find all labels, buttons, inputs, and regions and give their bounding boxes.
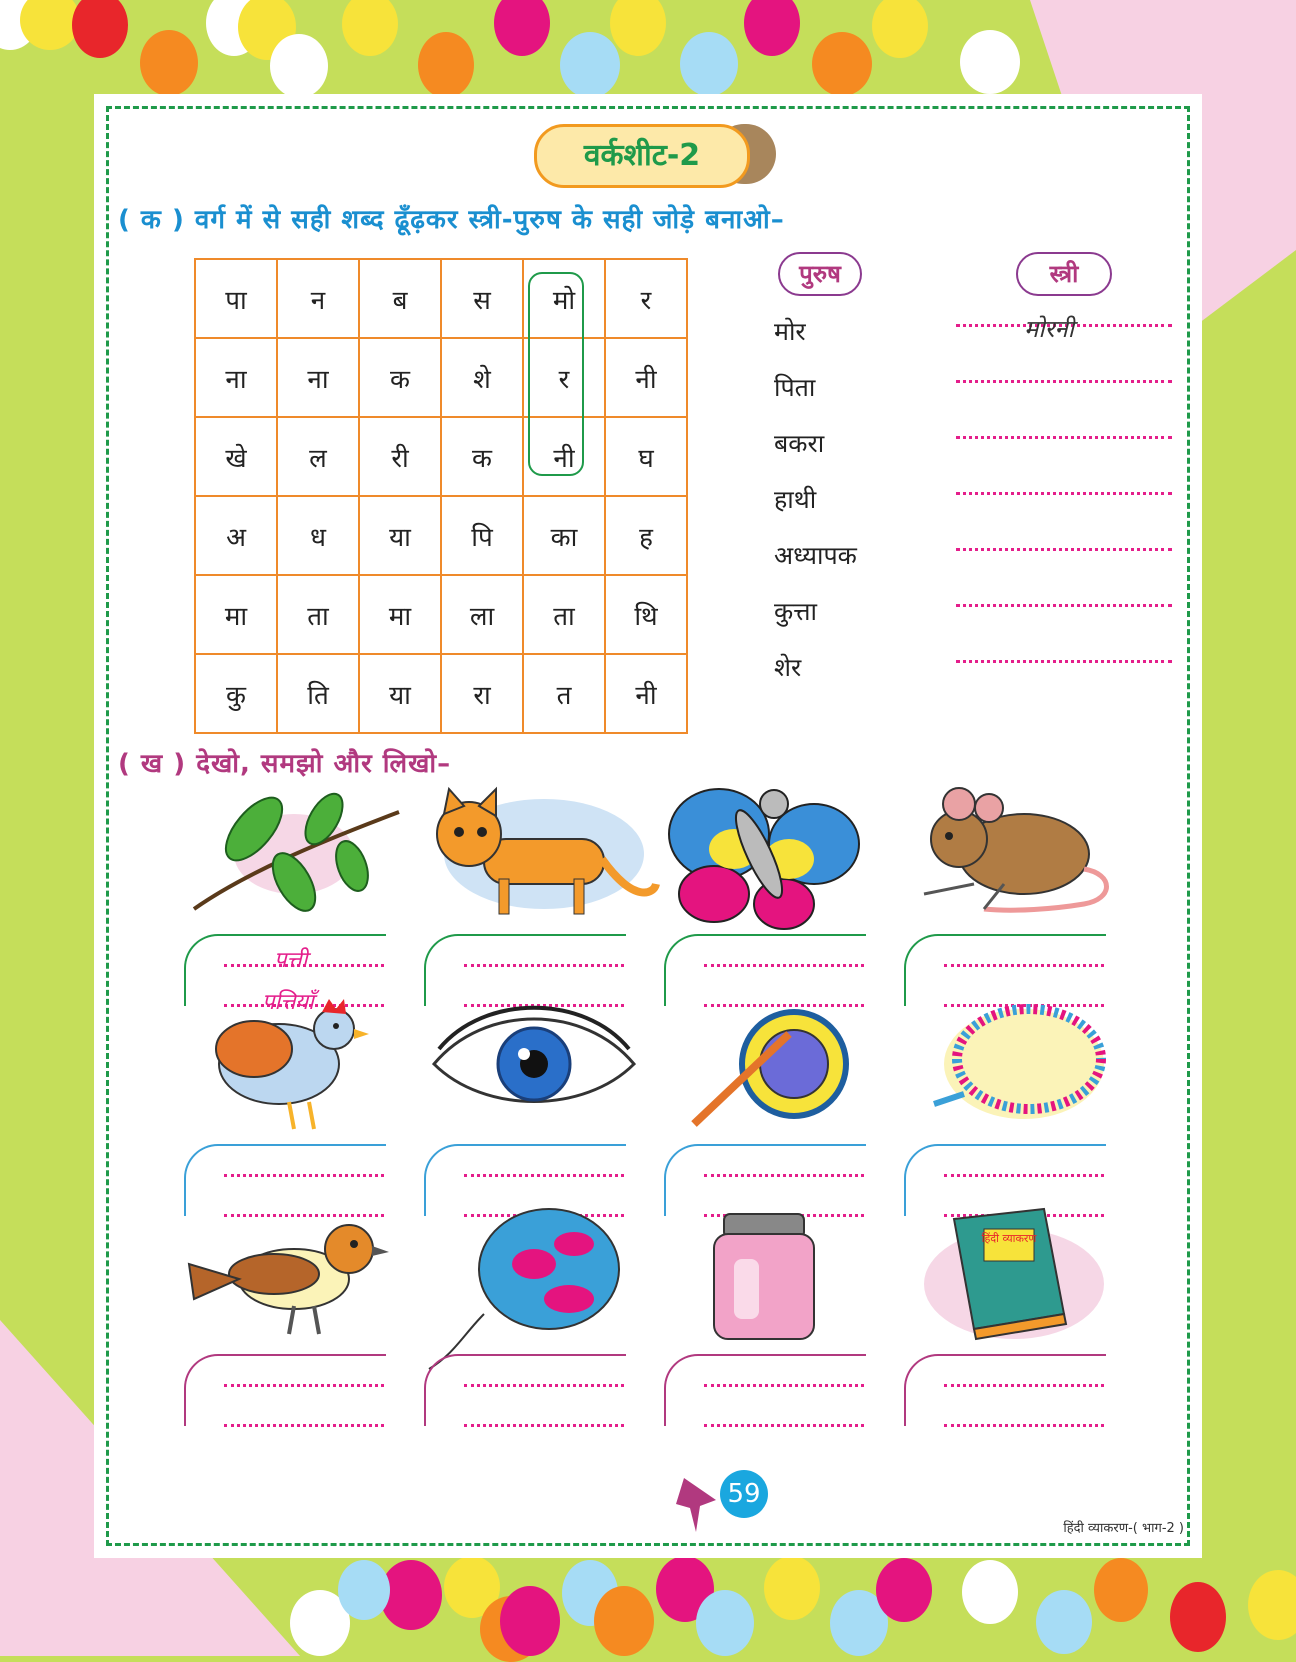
grid-cell: पि xyxy=(441,496,523,575)
butterfly-icon xyxy=(664,784,884,924)
singular-answer: पत्ती xyxy=(274,948,308,973)
grid-cell: ता xyxy=(523,575,605,654)
page-title: वर्कशीट-2 xyxy=(534,124,750,188)
balloon-icon xyxy=(424,1204,644,1344)
grid-cell: थि xyxy=(605,575,687,654)
grid-cell: ल xyxy=(277,417,359,496)
grid-cell: क xyxy=(359,338,441,417)
singular-answer-line[interactable] xyxy=(464,964,624,967)
singular-answer-line[interactable] xyxy=(464,1384,624,1387)
male-word: शेर xyxy=(774,653,802,682)
singular-answer-line[interactable] xyxy=(704,1174,864,1177)
grid-row xyxy=(195,259,687,338)
column-header-female: स्त्री xyxy=(1016,252,1112,296)
grid-cell: नी xyxy=(523,417,605,496)
grid-cell: ता xyxy=(277,575,359,654)
picture-item xyxy=(424,1204,644,1494)
grid-cell: क xyxy=(441,417,523,496)
leaf-icon xyxy=(184,784,404,924)
grid-cell: ति xyxy=(277,654,359,733)
answer-bracket xyxy=(184,1354,386,1426)
grid-cell: ना xyxy=(195,338,277,417)
grid-cell: खे xyxy=(195,417,277,496)
male-word: कुत्ता xyxy=(774,597,817,626)
hen-icon xyxy=(184,994,404,1134)
grid-cell: मा xyxy=(195,575,277,654)
singular-answer-line[interactable] xyxy=(944,1174,1104,1177)
male-word: पिता xyxy=(774,373,816,402)
answer-bracket xyxy=(424,1354,626,1426)
cat-icon xyxy=(424,784,644,924)
grid-cell: र xyxy=(605,259,687,338)
singular-answer-line[interactable] xyxy=(704,964,864,967)
singular-answer-line[interactable] xyxy=(944,964,1104,967)
section-b-instruction: ( ख ) देखो, समझो और लिखो– xyxy=(118,749,452,779)
singular-answer-line[interactable] xyxy=(704,1384,864,1387)
plural-answer-line[interactable] xyxy=(224,1424,384,1427)
grid-cell: या xyxy=(359,654,441,733)
grid-cell: या xyxy=(359,496,441,575)
female-answer-line[interactable] xyxy=(956,604,1172,607)
worksheet-page xyxy=(94,94,1202,1558)
female-answer-line[interactable] xyxy=(956,436,1172,439)
answer-bracket xyxy=(664,1354,866,1426)
grid-cell: त xyxy=(523,654,605,733)
book-cover-text: हिंदी व्याकरण xyxy=(981,1232,1037,1245)
section-a-instruction: ( क ) वर्ग में से सही शब्द ढूँढ़कर स्त्री-पुरुष के सही जोड़े बनाओ– xyxy=(118,205,785,235)
female-answer: मोरनी xyxy=(1024,315,1074,343)
grid-cell: रा xyxy=(441,654,523,733)
grid-cell: मो xyxy=(523,259,605,338)
male-word: अध्यापक xyxy=(774,541,857,570)
female-answer-line[interactable] xyxy=(956,492,1172,495)
grid-cell: ध xyxy=(277,496,359,575)
male-word: हाथी xyxy=(774,485,817,514)
grid-cell: शे xyxy=(441,338,523,417)
bird-icon xyxy=(184,1204,404,1344)
bead-necklace-icon xyxy=(904,994,1124,1134)
singular-answer-line[interactable] xyxy=(944,1384,1104,1387)
grid-cell: ना xyxy=(277,338,359,417)
plural-answer-line[interactable] xyxy=(944,1424,1104,1427)
grid-row xyxy=(195,417,687,496)
grid-cell: ला xyxy=(441,575,523,654)
male-word: बकरा xyxy=(774,429,825,458)
column-header-male: पुरुष xyxy=(778,252,862,296)
grid-cell: र xyxy=(523,338,605,417)
grid-cell: का xyxy=(523,496,605,575)
word-search-grid xyxy=(194,258,688,734)
singular-answer-line[interactable] xyxy=(224,1384,384,1387)
star-icon xyxy=(676,1478,726,1532)
grid-cell: मा xyxy=(359,575,441,654)
grid-cell: कु xyxy=(195,654,277,733)
singular-answer-line[interactable] xyxy=(224,1174,384,1177)
grid-row xyxy=(195,496,687,575)
grid-cell: अ xyxy=(195,496,277,575)
female-answer-line[interactable] xyxy=(956,380,1172,383)
answer-bracket xyxy=(904,1354,1106,1426)
answer-highlight-loop xyxy=(528,272,584,476)
eye-icon xyxy=(424,994,644,1134)
page-number: 59 xyxy=(720,1470,768,1518)
grid-cell: पा xyxy=(195,259,277,338)
grid-cell: स xyxy=(441,259,523,338)
book-icon xyxy=(904,1204,1124,1344)
grid-cell: नी xyxy=(605,654,687,733)
grid-cell: घ xyxy=(605,417,687,496)
mouse-icon xyxy=(904,784,1124,924)
female-answer-line[interactable] xyxy=(956,548,1172,551)
plural-answer: पत्तियाँ xyxy=(262,990,314,1015)
grid-cell: री xyxy=(359,417,441,496)
picture-item xyxy=(664,1204,884,1494)
grid-cell: ह xyxy=(605,496,687,575)
grid-row xyxy=(195,338,687,417)
grid-row xyxy=(195,654,687,733)
jar-icon xyxy=(664,1204,884,1344)
footer-book-title: हिंदी व्याकरण-( भाग-2 ) xyxy=(1063,1521,1184,1536)
plural-answer-line[interactable] xyxy=(464,1424,624,1427)
male-word: मोर xyxy=(774,317,806,346)
plural-answer-line[interactable] xyxy=(704,1424,864,1427)
grid-cell: नी xyxy=(605,338,687,417)
grid-row xyxy=(195,575,687,654)
picture-item xyxy=(184,1204,404,1494)
grid-cell: न xyxy=(277,259,359,338)
grid-cell: ब xyxy=(359,259,441,338)
fan-icon xyxy=(664,994,884,1134)
picture-item xyxy=(904,1204,1124,1494)
female-answer-line[interactable] xyxy=(956,660,1172,663)
singular-answer-line[interactable] xyxy=(464,1174,624,1177)
